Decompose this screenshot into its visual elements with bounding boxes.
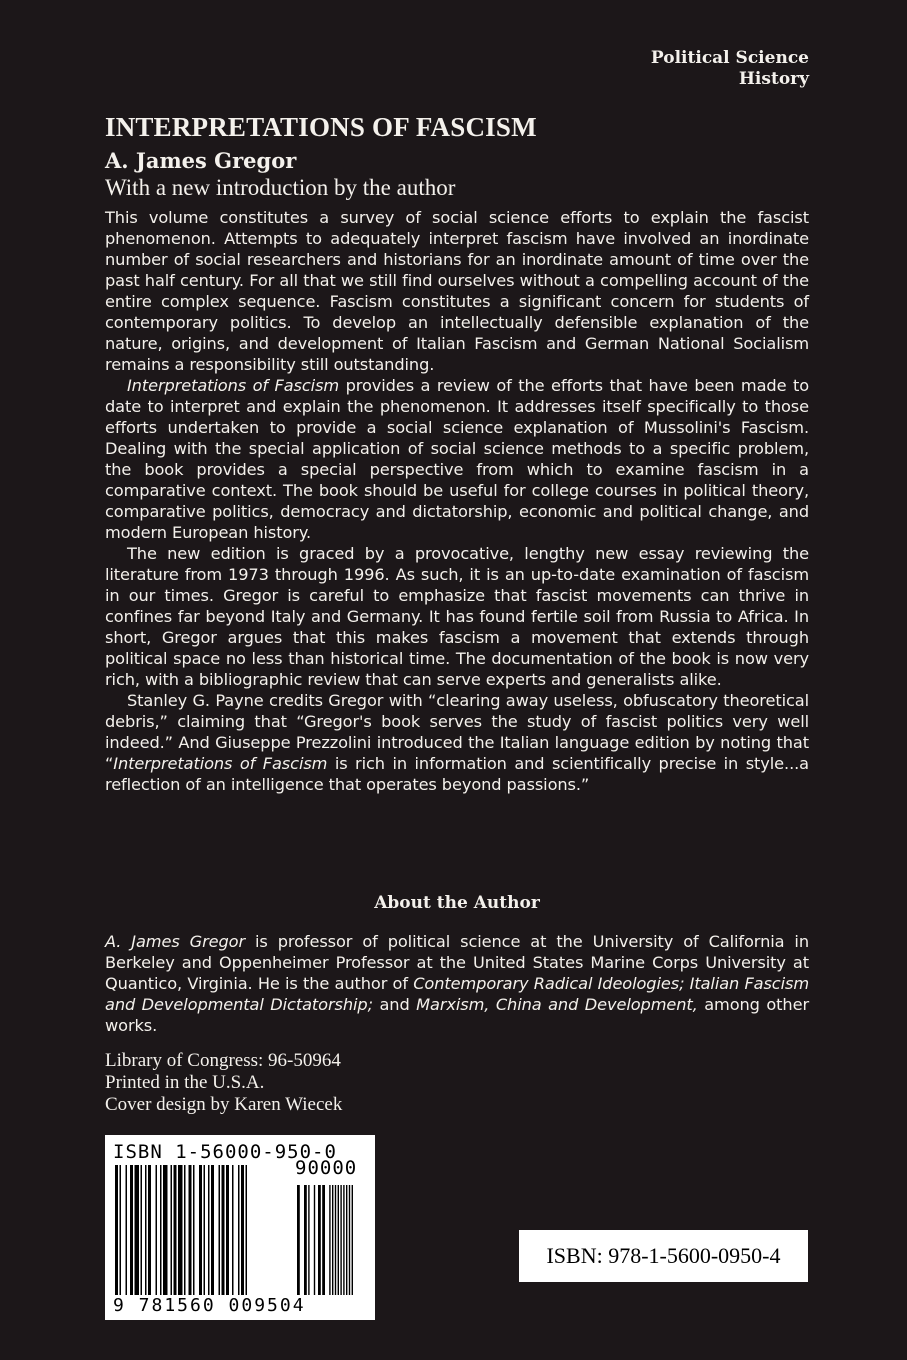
isbn-label: ISBN: 978-1-5600-0950-4 [519,1230,808,1282]
barcode-bar [204,1165,206,1295]
barcode-bar [232,1165,234,1295]
barcode-bar [241,1165,244,1295]
addon-bar [304,1185,307,1295]
description-paragraph-1: This volume constitutes a survey of social science efforts to explain the fascist phenomenon. Attempts to adequately interpret fascism have involved an inordinate number of social researchers and historians for an inordinate amount of time over the past half century. For all that we still find ourselves without a compelling account of the entire complex sequence. Fascism constitutes a significant concern for students of contemporary politics. To develop an intellectually defensible explanation of the nature, origins, and development of Italian Fascism and German National Socialism remains a responsibility still outstanding. [105,208,809,374]
addon-bar [346,1185,347,1295]
paragraph-4-text-a: Stanley G. Payne credits Gregor with “clearing away useless, obfuscatory theoretical debris,” claiming that “Gregor's book serves the study of fascist politics very well indeed.” And Giuseppe Prezzolini introduced the Italian language edition by noting that “ [105,691,809,773]
paragraph-4-text-b: is rich in information and scientifically precise in style...a reflection of an intelligence that operates beyond passions.” [105,754,809,794]
barcode-bar [211,1165,214,1295]
addon-bar [329,1185,330,1295]
library-of-congress: Library of Congress: 96-50964 [105,1050,341,1071]
barcode-bar [163,1165,168,1295]
addon-bar [343,1185,344,1295]
description-paragraph-4 [105,690,809,795]
barcode-bar [189,1165,192,1295]
description [105,207,809,795]
barcode-price-code: 90000 [295,1157,358,1179]
about-author-text [105,931,809,1036]
barcode-bar [226,1165,229,1295]
description-paragraph-3: The new edition is graced by a provocative, lengthy new essay reviewing the literature from 1973 through 1996. As such, it is an up-to-date examination of fascism in our times. Gregor is careful to emphasize that fascist movements can thrive in confines far beyond Italy and Germany. It has found fertile soil from Russia to Africa. In short, Gregor argues that this makes fascism a movement that extends through political space no less than historical time. The documentation of the book is now very rich, with a bibliographic review that can serve experts and generalists alike. [105,544,809,689]
works-italic-1: Contemporary Radical Ideologies; Italian Fascism and Developmental Dictatorship; [105,974,810,1014]
barcode-bars [115,1165,365,1295]
barcode-bar [135,1165,140,1295]
barcode-digits: 9 781560 009504 [113,1295,306,1316]
about-text-b: and [372,995,417,1014]
barcode-bar [160,1165,162,1295]
title-italic-2: Interpretations of Fascism [113,754,328,773]
barcode-bar [184,1165,186,1295]
addon-bar [308,1185,309,1295]
about-author-heading: About the Author [374,893,540,913]
addon-bar [332,1185,333,1295]
credits [105,1050,342,1116]
addon-bar [352,1185,353,1295]
barcode-bar [130,1165,133,1295]
barcode-bar [115,1165,118,1295]
cover-design: Cover design by Karen Wiecek [105,1094,343,1115]
barcode-bar [222,1165,225,1295]
barcode-bar [171,1165,173,1295]
works-italic-2: Marxism, China and Development, [416,995,698,1014]
book-title: INTERPRETATIONS OF FASCISM [105,112,537,142]
addon-bar [297,1185,300,1295]
book-author: A. James Gregor [105,148,297,173]
barcode-bar [178,1165,183,1295]
book-subtitle: With a new introduction by the author [105,175,456,200]
barcode-bar [174,1165,177,1295]
subject-category [651,48,809,90]
about-text-c: among other works. [105,995,809,1035]
barcode-bar [238,1165,240,1295]
author-name-italic: A. James Gregor [105,932,246,951]
category-line-2: History [738,69,809,89]
barcode-bar [120,1165,122,1295]
addon-bar [335,1185,336,1295]
barcode-bar [199,1165,202,1295]
addon-bar [340,1185,341,1295]
barcode [105,1135,375,1320]
barcode-bar [219,1165,221,1295]
printed-in: Printed in the U.S.A. [105,1072,265,1093]
barcode-bar [148,1165,151,1295]
addon-bar [318,1185,321,1295]
barcode-bar [141,1165,143,1295]
about-text-a: is professor of political science at the University of California in Berkeley and Oppenheimer Professor at the United States Marine Corps University at Quantico, Virginia. He is the author of [105,932,809,993]
category-line-1: Political Science [650,48,809,68]
addon-bar [338,1185,339,1295]
barcode-isbn: ISBN 1-56000-950-0 [113,1141,337,1163]
title-italic: Interpretations of Fascism [127,376,340,395]
addon-bar [322,1185,325,1295]
barcode-bar [208,1165,210,1295]
barcode-bar [126,1165,128,1295]
paragraph-2-text: provides a review of the efforts that have been made to date to interpret and explain the phenomenon. It addresses itself specifically to those efforts undertaken to provide a social science explanation of Mussolini's Fascism. Dealing with the special application of social science methods to a specific problem, the book provides a special perspective from which to examine fascism in a comparative context. The book should be useful for college courses in political theory, comparative politics, democracy and dictatorship, economic and political change, and modern European history. [105,376,809,542]
barcode-bar [156,1165,158,1295]
description-paragraph-2 [105,375,809,543]
barcode-bar [193,1165,195,1295]
addon-bar [349,1185,350,1295]
barcode-bar [145,1165,147,1295]
addon-bar [314,1185,315,1295]
barcode-bar [246,1165,248,1295]
